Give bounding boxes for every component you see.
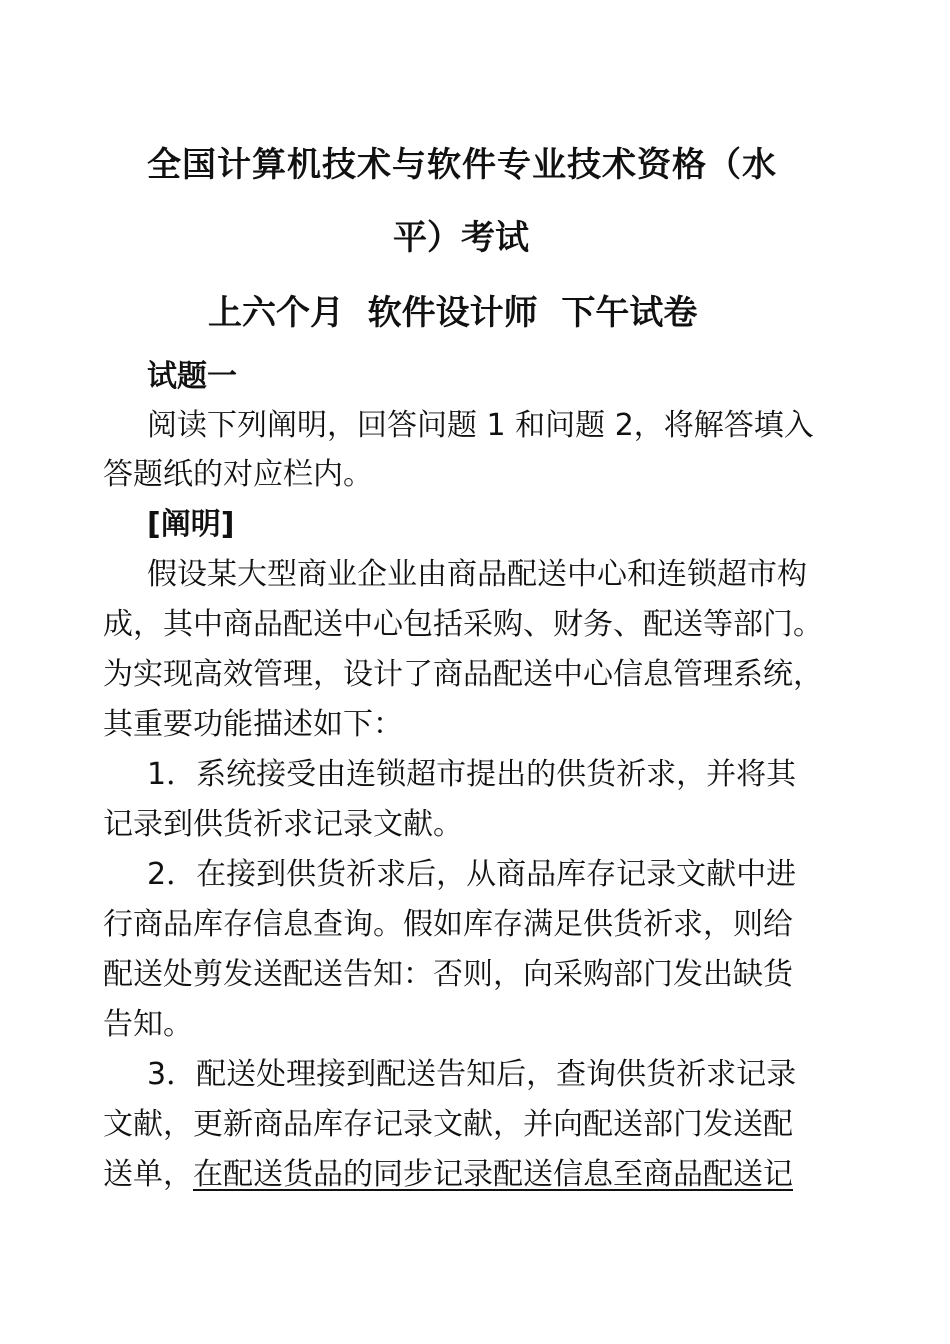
item-2-line-1: 2．在接到供货祈求后，从商品库存记录文献中进	[147, 857, 797, 892]
item-1-line-2: 记录到供货祈求记录文献。	[103, 807, 463, 842]
document-subtitle: 上六个月 软件设计师 下午试卷	[208, 293, 698, 333]
item-2-line-2: 行商品库存信息查询。假如库存满足供货祈求，则给	[103, 907, 793, 942]
paragraph-1-line-4: 其重要功能描述如下：	[103, 707, 403, 742]
question-heading: 试题一	[147, 359, 237, 394]
item-2-line-4: 告知。	[103, 1007, 193, 1042]
intro-line-1-text: 阅读下列阐明，回答问题 1 和问题 2，将解答填入	[147, 408, 814, 443]
document-title-line-2: 平）考试	[393, 218, 529, 258]
item-3-line-3-underlined: 在配送货品的同步记录配送信息至商品配送记	[193, 1157, 793, 1192]
item-3-line-1: 3．配送处理接到配送告知后，查询供货祈求记录	[147, 1057, 797, 1092]
paragraph-1-line-2: 成，其中商品配送中心包括采购、财务、配送等部门。	[103, 607, 823, 642]
paragraph-1-line-1: 假设某大型商业企业由商品配送中心和连锁超市构	[147, 557, 807, 592]
item-3-line-3-plain: 送单，	[103, 1157, 193, 1192]
intro-line-2: 答题纸的对应栏内。	[103, 457, 373, 492]
item-3-line-2: 文献，更新商品库存记录文献，并向配送部门发送配	[103, 1107, 793, 1142]
item-1-line-1: 1．系统接受由连锁超市提出的供货祈求，并将其	[147, 757, 797, 792]
item-2-line-3: 配送处剪发送配送告知：否则，向采购部门发出缺货	[103, 957, 793, 992]
document-title-line-1: 全国计算机技术与软件专业技术资格（水	[147, 145, 777, 185]
intro-line-1	[147, 406, 860, 446]
paragraph-1-line-3: 为实现高效管理，设计了商品配送中心信息管理系统，	[103, 657, 823, 692]
description-label: [阐明]	[147, 507, 235, 542]
item-3-line-3	[103, 1155, 793, 1195]
